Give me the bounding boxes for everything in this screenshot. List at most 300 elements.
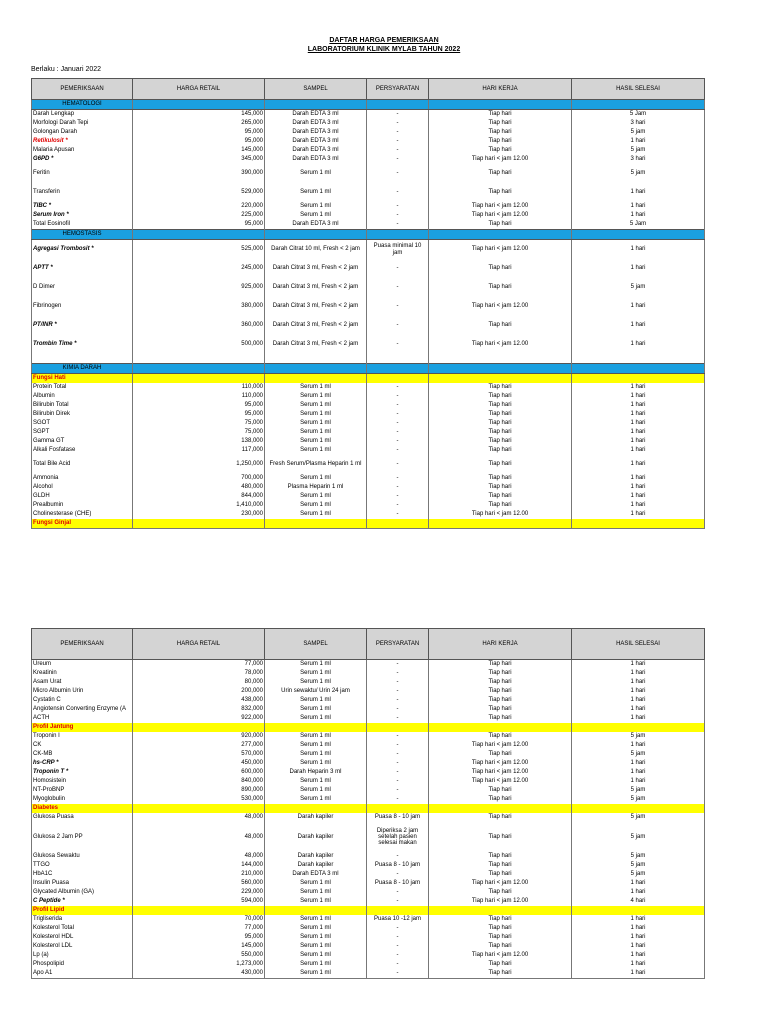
cell-pemeriksaan: Retikulosit * (32, 137, 133, 146)
cell-persyaratan (367, 723, 429, 732)
cell-hari-kerja: Tiap hari (429, 795, 572, 804)
cell-persyaratan: - (367, 933, 429, 942)
cell-pemeriksaan: Angiotensin Converting Enzyme (A (32, 705, 133, 714)
cell-hari-kerja: Tiap hari (429, 888, 572, 897)
cell-hasil-selesai: 5 jam (572, 861, 705, 870)
cell-harga: 380,000 (133, 297, 265, 316)
cell-sampel: Serum 1 ml (265, 705, 367, 714)
cell-persyaratan: - (367, 759, 429, 768)
cell-hari-kerja: Tiap hari (429, 969, 572, 979)
cell-pemeriksaan: Lp (a) (32, 951, 133, 960)
table-row (32, 383, 705, 392)
cell-pemeriksaan: Homosistein (32, 777, 133, 786)
cell-hasil-selesai: 3 hari (572, 155, 705, 164)
cell-persyaratan (367, 906, 429, 915)
table-row (32, 852, 705, 861)
cell-sampel: Serum 1 ml (265, 474, 367, 483)
cell-sampel: Serum 1 ml (265, 510, 367, 519)
cell-sampel: Darah Citrat 3 ml, Fresh < 2 jam (265, 316, 367, 335)
cell-persyaratan: - (367, 183, 429, 202)
cell-sampel: Darah EDTA 3 ml (265, 110, 367, 120)
cell-pemeriksaan: D Dimer (32, 278, 133, 297)
header-hasil-selesai: HASIL SELESAI (572, 629, 705, 660)
cell-harga (133, 804, 265, 813)
cell-hari-kerja: Tiap hari < jam 12.00 (429, 951, 572, 960)
cell-sampel: Fresh Serum/Plasma Heparin 1 ml (265, 455, 367, 474)
cell-persyaratan: - (367, 714, 429, 723)
cell-harga: 1,273,000 (133, 960, 265, 969)
table-row (32, 750, 705, 759)
cell-harga: 550,000 (133, 951, 265, 960)
subsection-header-row (32, 906, 705, 915)
cell-sampel: Serum 1 ml (265, 732, 367, 741)
cell-persyaratan (367, 804, 429, 813)
cell-hasil-selesai: 5 jam (572, 750, 705, 759)
cell-pemeriksaan: ACTH (32, 714, 133, 723)
cell-pemeriksaan: TTGO (32, 861, 133, 870)
cell-pemeriksaan: Troponin I (32, 732, 133, 741)
cell-hari-kerja: Tiap hari (429, 110, 572, 120)
cell-harga: 78,000 (133, 669, 265, 678)
cell-sampel: Serum 1 ml (265, 759, 367, 768)
table-row (32, 240, 705, 260)
cell-pemeriksaan: CK (32, 741, 133, 750)
cell-persyaratan: - (367, 474, 429, 483)
cell-persyaratan: - (367, 951, 429, 960)
cell-hasil-selesai: 5 Jam (572, 220, 705, 230)
cell-sampel: Serum 1 ml (265, 741, 367, 750)
cell-persyaratan: Puasa 8 - 10 jam (367, 879, 429, 888)
cell-persyaratan: - (367, 888, 429, 897)
cell-hasil-selesai: 1 hari (572, 696, 705, 705)
table-row (32, 915, 705, 924)
cell-pemeriksaan: Transferin (32, 183, 133, 202)
cell-sampel: Plasma Heparin 1 ml (265, 483, 367, 492)
cell-pemeriksaan: Gamma GT (32, 437, 133, 446)
cell-hasil-selesai: 5 jam (572, 852, 705, 861)
cell-persyaratan: Puasa 8 - 10 jam (367, 861, 429, 870)
cell-hari-kerja: Tiap hari (429, 455, 572, 474)
table-row (32, 813, 705, 822)
cell-harga: 145,000 (133, 146, 265, 155)
cell-hasil-selesai: 4 hari (572, 897, 705, 906)
cell-hasil-selesai: 1 hari (572, 455, 705, 474)
document-subtitle: LABORATORIUM KLINIK MYLAB TAHUN 2022 (307, 46, 461, 53)
cell-hasil-selesai: 1 hari (572, 768, 705, 777)
cell-pemeriksaan: Albumin (32, 392, 133, 401)
cell-harga: 529,000 (133, 183, 265, 202)
cell-hari-kerja (429, 804, 572, 813)
cell-persyaratan: - (367, 786, 429, 795)
cell-hasil-selesai: 1 hari (572, 297, 705, 316)
cell-hasil-selesai (572, 364, 705, 374)
cell-harga: 922,000 (133, 714, 265, 723)
cell-persyaratan (367, 230, 429, 240)
table-row (32, 164, 705, 183)
table-row (32, 777, 705, 786)
cell-pemeriksaan: Glukosa Sewaktu (32, 852, 133, 861)
cell-harga: 265,000 (133, 119, 265, 128)
cell-harga: 1,410,000 (133, 501, 265, 510)
cell-sampel: Serum 1 ml (265, 164, 367, 183)
cell-pemeriksaan: C Peptide * (32, 897, 133, 906)
cell-harga: 225,000 (133, 211, 265, 220)
cell-pemeriksaan: G6PD * (32, 155, 133, 164)
cell-harga: 229,000 (133, 888, 265, 897)
cell-pemeriksaan: Prealbumin (32, 501, 133, 510)
cell-persyaratan: - (367, 678, 429, 687)
table-row (32, 137, 705, 146)
cell-hari-kerja: Tiap hari (429, 669, 572, 678)
cell-persyaratan: - (367, 795, 429, 804)
cell-hari-kerja (429, 364, 572, 374)
cell-pemeriksaan: Apo A1 (32, 969, 133, 979)
cell-hari-kerja: Tiap hari (429, 392, 572, 401)
cell-persyaratan: - (367, 155, 429, 164)
table-row (32, 259, 705, 278)
cell-pemeriksaan: Micro Albumin Urin (32, 687, 133, 696)
cell-hari-kerja: Tiap hari (429, 960, 572, 969)
cell-sampel (265, 723, 367, 732)
cell-persyaratan: - (367, 428, 429, 437)
header-persyaratan: PERSYARATAN (367, 629, 429, 660)
cell-pemeriksaan: Kolesterol LDL (32, 942, 133, 951)
cell-harga: 95,000 (133, 410, 265, 419)
cell-sampel: Serum 1 ml (265, 942, 367, 951)
cell-pemeriksaan: Diabetes (32, 804, 133, 813)
cell-pemeriksaan: Insulin Puasa (32, 879, 133, 888)
cell-harga: 840,000 (133, 777, 265, 786)
cell-sampel: Serum 1 ml (265, 410, 367, 419)
table-row (32, 714, 705, 723)
cell-hasil-selesai: 1 hari (572, 259, 705, 278)
cell-sampel: Serum 1 ml (265, 888, 367, 897)
cell-hasil-selesai: 1 hari (572, 202, 705, 211)
cell-harga: 245,000 (133, 259, 265, 278)
table-row (32, 297, 705, 316)
cell-hasil-selesai: 1 hari (572, 705, 705, 714)
cell-persyaratan: - (367, 969, 429, 979)
cell-sampel: Serum 1 ml (265, 428, 367, 437)
table-row (32, 410, 705, 419)
header-sampel: SAMPEL (265, 629, 367, 660)
cell-hari-kerja: Tiap hari < jam 12.00 (429, 777, 572, 786)
table-row (32, 678, 705, 687)
cell-persyaratan: - (367, 660, 429, 670)
cell-sampel: Serum 1 ml (265, 879, 367, 888)
cell-persyaratan (367, 374, 429, 384)
cell-hari-kerja: Tiap hari < jam 12.00 (429, 768, 572, 777)
cell-persyaratan: - (367, 446, 429, 455)
cell-sampel: Serum 1 ml (265, 969, 367, 979)
cell-hari-kerja: Tiap hari (429, 915, 572, 924)
cell-sampel: Darah EDTA 3 ml (265, 155, 367, 164)
table-row (32, 741, 705, 750)
header-pemeriksaan: PEMERIKSAAN (32, 79, 133, 100)
cell-pemeriksaan: CK-MB (32, 750, 133, 759)
cell-pemeriksaan: Glukosa Puasa (32, 813, 133, 822)
cell-sampel: Darah EDTA 3 ml (265, 870, 367, 879)
cell-harga: 110,000 (133, 383, 265, 392)
cell-harga: 145,000 (133, 110, 265, 120)
cell-persyaratan: - (367, 259, 429, 278)
cell-harga: 600,000 (133, 768, 265, 777)
cell-hasil-selesai: 1 hari (572, 915, 705, 924)
table-row (32, 933, 705, 942)
cell-harga (133, 723, 265, 732)
cell-harga: 832,000 (133, 705, 265, 714)
cell-harga: 500,000 (133, 335, 265, 354)
cell-sampel: Darah Citrat 10 ml, Fresh < 2 jam (265, 240, 367, 260)
cell-sampel: Serum 1 ml (265, 786, 367, 795)
header-harga-retail: HARGA RETAIL (133, 629, 265, 660)
table-row (32, 354, 705, 364)
cell-hari-kerja: Tiap hari (429, 410, 572, 419)
cell-hasil-selesai: 1 hari (572, 410, 705, 419)
cell-sampel (265, 374, 367, 384)
cell-pemeriksaan: Cystatin C (32, 696, 133, 705)
cell-persyaratan: Puasa minimal 10 jam (367, 240, 429, 260)
table-row (32, 483, 705, 492)
cell-hari-kerja: Tiap hari < jam 12.00 (429, 335, 572, 354)
cell-harga: 438,000 (133, 696, 265, 705)
cell-harga: 95,000 (133, 933, 265, 942)
cell-harga: 144,000 (133, 861, 265, 870)
cell-harga: 145,000 (133, 942, 265, 951)
cell-sampel: Serum 1 ml (265, 915, 367, 924)
cell-harga: 594,000 (133, 897, 265, 906)
cell-persyaratan: - (367, 146, 429, 155)
cell-hasil-selesai: 1 hari (572, 969, 705, 979)
cell-harga: 700,000 (133, 474, 265, 483)
subsection-header-row (32, 519, 705, 529)
cell-sampel: Serum 1 ml (265, 437, 367, 446)
cell-pemeriksaan: Malaria Apusan (32, 146, 133, 155)
cell-hari-kerja: Tiap hari (429, 259, 572, 278)
cell-hasil-selesai: 1 hari (572, 660, 705, 670)
table-row (32, 392, 705, 401)
cell-hari-kerja: Tiap hari (429, 942, 572, 951)
cell-sampel (265, 230, 367, 240)
cell-persyaratan: - (367, 768, 429, 777)
header-harga-retail: HARGA RETAIL (133, 79, 265, 100)
cell-hasil-selesai: 1 hari (572, 419, 705, 428)
cell-pemeriksaan: Kreatinin (32, 669, 133, 678)
cell-sampel: Serum 1 ml (265, 714, 367, 723)
cell-hasil-selesai: 1 hari (572, 183, 705, 202)
table-row (32, 428, 705, 437)
cell-pemeriksaan: KIMIA DARAH (32, 364, 133, 374)
table-row (32, 474, 705, 483)
cell-sampel (265, 364, 367, 374)
table-row (32, 211, 705, 220)
cell-sampel: Darah EDTA 3 ml (265, 146, 367, 155)
cell-hasil-selesai: 1 hari (572, 335, 705, 354)
cell-persyaratan: - (367, 924, 429, 933)
cell-harga: 560,000 (133, 879, 265, 888)
cell-pemeriksaan: Alkali Fosfatase (32, 446, 133, 455)
table-row (32, 822, 705, 852)
cell-harga (133, 230, 265, 240)
cell-persyaratan: - (367, 687, 429, 696)
cell-sampel: Urin sewaktu/ Urin 24 jam (265, 687, 367, 696)
cell-pemeriksaan: Total Eosinofil (32, 220, 133, 230)
cell-persyaratan: - (367, 202, 429, 211)
table-row (32, 861, 705, 870)
cell-pemeriksaan: HEMATOLOGI (32, 100, 133, 110)
cell-persyaratan (367, 100, 429, 110)
cell-sampel: Darah Citrat 3 ml, Fresh < 2 jam (265, 335, 367, 354)
cell-pemeriksaan: Asam Urat (32, 678, 133, 687)
cell-harga (133, 374, 265, 384)
table-row (32, 220, 705, 230)
cell-hasil-selesai (572, 519, 705, 529)
cell-pemeriksaan: Trigliserida (32, 915, 133, 924)
cell-hari-kerja: Tiap hari < jam 12.00 (429, 297, 572, 316)
cell-hasil-selesai (572, 100, 705, 110)
table-row (32, 119, 705, 128)
cell-hari-kerja (429, 354, 572, 364)
cell-harga: 80,000 (133, 678, 265, 687)
cell-sampel: Serum 1 ml (265, 401, 367, 410)
cell-sampel: Darah EDTA 3 ml (265, 128, 367, 137)
cell-pemeriksaan: Profil Jantung (32, 723, 133, 732)
cell-hasil-selesai: 1 hari (572, 741, 705, 750)
cell-persyaratan: - (367, 128, 429, 137)
subsection-header-row (32, 804, 705, 813)
header-sampel: SAMPEL (265, 79, 367, 100)
cell-hasil-selesai: 1 hari (572, 942, 705, 951)
cell-hari-kerja: Tiap hari < jam 12.00 (429, 211, 572, 220)
cell-persyaratan: - (367, 750, 429, 759)
section-header-row (32, 364, 705, 374)
cell-sampel: Serum 1 ml (265, 933, 367, 942)
cell-harga: 95,000 (133, 401, 265, 410)
table-row (32, 501, 705, 510)
cell-persyaratan: - (367, 492, 429, 501)
cell-pemeriksaan: Ureum (32, 660, 133, 670)
table-row (32, 510, 705, 519)
cell-sampel (265, 354, 367, 364)
table-row (32, 492, 705, 501)
cell-pemeriksaan: Protein Total (32, 383, 133, 392)
table-row (32, 951, 705, 960)
cell-hasil-selesai: 1 hari (572, 924, 705, 933)
cell-pemeriksaan: Total Bile Acid (32, 455, 133, 474)
cell-hasil-selesai: 1 hari (572, 510, 705, 519)
cell-harga: 525,000 (133, 240, 265, 260)
cell-sampel (265, 100, 367, 110)
cell-hasil-selesai: 1 hari (572, 960, 705, 969)
cell-persyaratan: - (367, 335, 429, 354)
cell-persyaratan: - (367, 455, 429, 474)
section-header-row (32, 100, 705, 110)
cell-persyaratan: - (367, 483, 429, 492)
table-row (32, 705, 705, 714)
cell-pemeriksaan: Glukosa 2 Jam PP (32, 822, 133, 852)
table-row (32, 669, 705, 678)
cell-hasil-selesai: 1 hari (572, 888, 705, 897)
cell-harga (133, 364, 265, 374)
cell-hari-kerja: Tiap hari < jam 12.00 (429, 202, 572, 211)
cell-hari-kerja: Tiap hari (429, 501, 572, 510)
table-row (32, 696, 705, 705)
cell-hasil-selesai: 1 hari (572, 446, 705, 455)
header-hasil-selesai: HASIL SELESAI (572, 79, 705, 100)
cell-hasil-selesai: 5 jam (572, 822, 705, 852)
cell-hari-kerja: Tiap hari (429, 474, 572, 483)
cell-hasil-selesai: 1 hari (572, 137, 705, 146)
cell-hari-kerja: Tiap hari < jam 12.00 (429, 510, 572, 519)
cell-hari-kerja: Tiap hari (429, 750, 572, 759)
cell-sampel: Serum 1 ml (265, 383, 367, 392)
cell-harga: 277,000 (133, 741, 265, 750)
cell-hari-kerja: Tiap hari (429, 678, 572, 687)
cell-harga: 95,000 (133, 137, 265, 146)
cell-sampel: Serum 1 ml (265, 660, 367, 670)
cell-sampel (265, 519, 367, 529)
cell-persyaratan: - (367, 437, 429, 446)
cell-harga (133, 906, 265, 915)
cell-harga (133, 354, 265, 364)
cell-persyaratan: - (367, 510, 429, 519)
cell-hasil-selesai: 1 hari (572, 316, 705, 335)
cell-hasil-selesai: 1 hari (572, 879, 705, 888)
cell-persyaratan: - (367, 137, 429, 146)
cell-hasil-selesai (572, 906, 705, 915)
cell-hari-kerja: Tiap hari (429, 128, 572, 137)
cell-pemeriksaan: HEMOSTASIS (32, 230, 133, 240)
cell-harga: 1,250,000 (133, 455, 265, 474)
cell-hasil-selesai: 1 hari (572, 687, 705, 696)
cell-hari-kerja (429, 374, 572, 384)
cell-hasil-selesai: 1 hari (572, 211, 705, 220)
cell-hari-kerja: Tiap hari (429, 437, 572, 446)
cell-pemeriksaan: Kolesterol Total (32, 924, 133, 933)
cell-persyaratan (367, 354, 429, 364)
cell-hari-kerja: Tiap hari (429, 786, 572, 795)
table-row (32, 786, 705, 795)
cell-hasil-selesai: 5 jam (572, 795, 705, 804)
table-row (32, 335, 705, 354)
table-row (32, 316, 705, 335)
cell-sampel (265, 804, 367, 813)
cell-persyaratan (367, 364, 429, 374)
cell-pemeriksaan: HbA1C (32, 870, 133, 879)
cell-sampel: Serum 1 ml (265, 202, 367, 211)
cell-hasil-selesai: 1 hari (572, 678, 705, 687)
cell-hasil-selesai: 1 hari (572, 383, 705, 392)
cell-hari-kerja: Tiap hari < jam 12.00 (429, 240, 572, 260)
cell-hari-kerja: Tiap hari (429, 660, 572, 670)
cell-hari-kerja: Tiap hari (429, 146, 572, 155)
cell-harga: 530,000 (133, 795, 265, 804)
cell-hari-kerja: Tiap hari (429, 419, 572, 428)
cell-pemeriksaan: Myoglobulin (32, 795, 133, 804)
cell-hari-kerja: Tiap hari (429, 870, 572, 879)
cell-persyaratan: - (367, 696, 429, 705)
cell-sampel: Serum 1 ml (265, 696, 367, 705)
cell-harga: 220,000 (133, 202, 265, 211)
cell-persyaratan: - (367, 777, 429, 786)
price-table-page-1 (31, 78, 705, 529)
cell-hari-kerja (429, 519, 572, 529)
cell-hasil-selesai: 5 jam (572, 146, 705, 155)
table-row (32, 942, 705, 951)
cell-hasil-selesai: 5 jam (572, 786, 705, 795)
table-row (32, 401, 705, 410)
cell-pemeriksaan: Fungsi Ginjal (32, 519, 133, 529)
